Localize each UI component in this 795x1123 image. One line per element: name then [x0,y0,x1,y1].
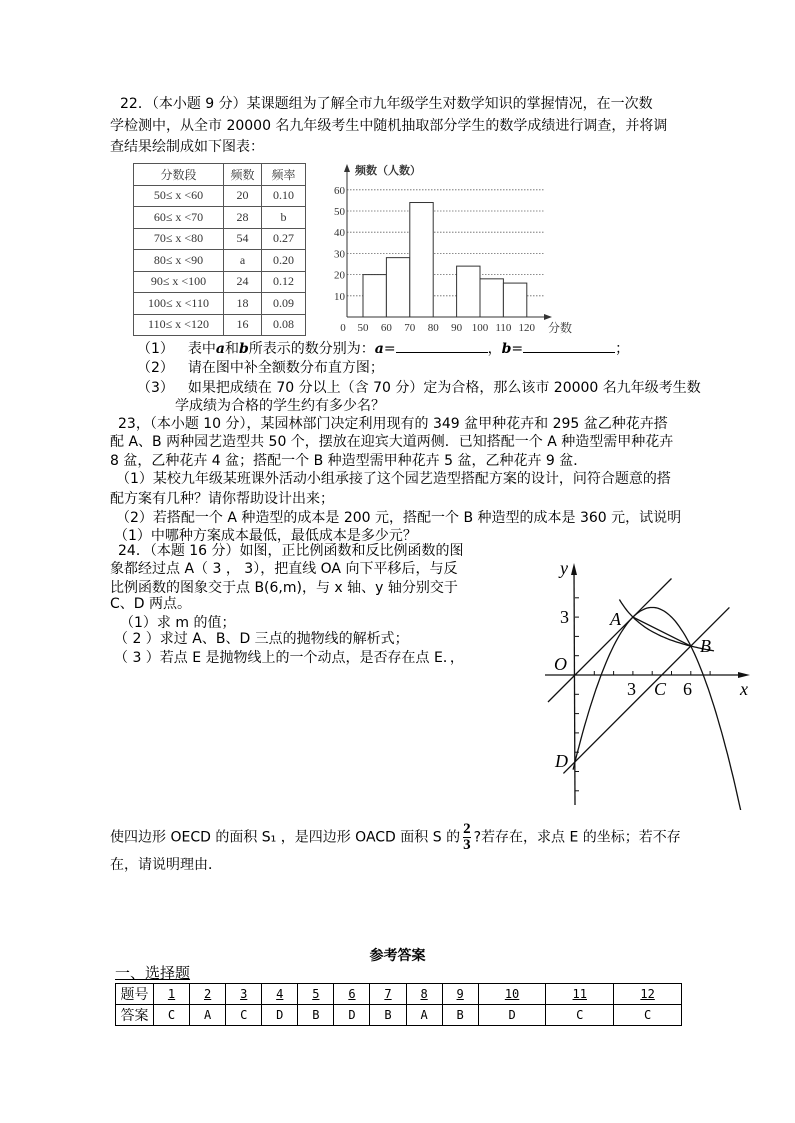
table-header: 分数段 [134,164,224,186]
parabola [573,608,743,811]
y-tick-label: 10 [334,290,345,303]
table-row [134,228,306,250]
question-number: 7 [370,984,406,1005]
denominator: 3 [463,837,471,853]
question-number: 2 [190,984,226,1005]
q24-line-1: 24．（本题 16 分）如图，正比例函数和反比例函数的图 [118,543,464,559]
table-cell: 0.08 [262,314,306,336]
table-row [134,314,306,336]
q23-line-4: （1）某校九年级某班课外活动小组承接了这个园艺造型搭配方案的设计，问符合题意的搭 [116,471,671,487]
answer-choice: C [614,1005,682,1026]
text: 请在图中补全额数分布直方图； [187,360,384,376]
histogram-bar [480,279,503,317]
label-y: y [560,558,568,578]
question-number: 11 [546,984,614,1005]
histogram-bar [457,266,480,317]
text: 所表示的数分别为： [248,341,375,357]
answer-choice: B [370,1005,406,1026]
answer-choice: C [226,1005,262,1026]
table-header-row [134,164,306,186]
table-row [134,185,306,207]
answer-choice: D [262,1005,298,1026]
question-number: 9 [442,984,478,1005]
label-A: A [610,609,621,629]
label-C: C [654,679,667,699]
x-tick-label: 90 [451,322,463,334]
answers-title: 参考答案 [369,948,426,964]
table-header: 频数 [224,164,262,186]
table-cell: 80≤ x <90 [134,250,224,272]
question-number: 1 [154,984,190,1005]
answer-choice: B [442,1005,478,1026]
q23-line-7: （1）中哪种方案成本最低，最低成本是多少元？ [114,528,417,544]
x-tick-label: 120 [518,322,536,334]
table-cell: 28 [224,207,262,229]
table-cell: 110≤ x <120 [134,314,224,336]
histogram-bar [410,203,433,317]
var-b: b [239,341,249,357]
table-row [134,250,306,272]
label-x: x [740,679,748,699]
table-cell: 0.12 [262,271,306,293]
y-tick-label: 30 [334,248,345,261]
text: 和 [225,341,239,357]
x-tick-label: 100 [471,322,489,334]
answer-choice: D [478,1005,546,1026]
q24-cont-line-1 [110,822,681,853]
q24-line-3: 比例函数的图象交于点 B(6,m)，与 x 轴、y 轴分别交于 [110,580,458,596]
q22-line-1: 22．（本小题 9 分）某课题组为了解全市九年级学生对数学知识的掌握情况，在一次数 [120,96,653,112]
q22-sub-3 [137,378,701,398]
question-number-row [116,984,682,1005]
text: 使四边形 OECD 的面积 S₁ ，是四边形 OACD 面积 S 的 [110,829,461,846]
table-cell: 50≤ x <60 [134,185,224,207]
q22-line-3: 查结果绘制成如下图表： [110,139,264,155]
answer-table [115,983,682,1026]
table-cell: a [224,250,262,272]
y-tick-label: 50 [334,206,345,218]
text: ?若存在，求点 E 的坐标；若不存 [473,829,681,846]
q24-line-7: （ 3 ）若点 E 是抛物线上的一个动点，是否存在点 E．， [114,650,464,666]
q22-sub-3-cont: 学成绩为合格的学生约有多少名？ [175,398,385,414]
q23-line-2: 配 A、B 两种园艺造型共 50 个，摆放在迎宾大道两侧．已知搭配一个 A 种造型需甲种花卉 [110,434,674,450]
question-number: 4 [262,984,298,1005]
answer-choice: A [406,1005,442,1026]
q24-line-6: （ 2 ）求过 A、B、D 三点的抛物线的解析式； [114,631,409,647]
equals: = [383,341,396,357]
sub-number: （1） [137,341,174,357]
q23-line-3: 8 盆，乙种花卉 4 盆；搭配一个 B 种造型需甲种花卉 5 盆，乙种花卉 9 盆． [110,453,588,469]
row-header: 答案 [116,1005,154,1026]
function-graph-figure [540,555,760,810]
var-b: b [501,341,512,357]
table-cell: 54 [224,228,262,250]
table-cell: 24 [224,271,262,293]
table-cell: b [262,207,306,229]
histogram [330,160,580,335]
answer-blank-a[interactable] [396,338,488,353]
text: 表中 [187,341,216,357]
q24-cont-line-2: 在，请说明理由． [110,857,222,873]
comma: ， [487,341,502,357]
table-cell: 20 [224,185,262,207]
x-tick-label: 50 [357,322,369,334]
answer-blank-b[interactable] [523,338,615,353]
q23-line-5: 配方案有几种？请你帮助设计出来； [110,491,334,507]
var-a: a [215,341,225,357]
table-row [134,207,306,229]
table-row [134,293,306,315]
numerator: 2 [463,821,471,837]
question-number: 5 [298,984,334,1005]
x-axis-arrow [738,672,750,678]
x-tick-label: 60 [380,322,392,334]
table-cell: 16 [224,314,262,336]
table-cell: 100≤ x <110 [134,293,224,315]
section-heading: 一、选择题 [115,964,191,982]
y-tick-label: 60 [334,184,345,197]
q24-line-4: C、D 两点。 [110,596,192,612]
table-cell: 0.20 [262,250,306,272]
x-axis-title: 分数 [548,321,573,335]
table-row [134,271,306,293]
histogram-bar [386,258,409,317]
q24-line-2: 象都经过点 A（ 3 ， 3），把直线 OA 向下平移后，与反 [110,561,458,577]
answer-choice: B [298,1005,334,1026]
histogram-bar [503,283,526,317]
y-axis-arrow [344,164,350,172]
x-tick-label: 70 [404,322,416,334]
table-cell: 0.10 [262,185,306,207]
text: 如果把成绩在 70 分以上（含 70 分）定为合格，那么该市 20000 名九年级考生数 [187,380,701,396]
q23-line-1: 23，（本小题 10 分），某园林部门决定利用现有的 349 盆甲种花卉和 295 盆乙种花卉搭 [118,416,668,432]
q23-line-6: （2）若搭配一个 A 种造型的成本是 200 元，搭配一个 B 种造型的成本是 360 元，试说明 [116,510,682,526]
table-cell: 0.27 [262,228,306,250]
q22-sub-2 [137,358,384,378]
table-cell: 0.09 [262,293,306,315]
equals: = [511,341,524,357]
question-number: 3 [226,984,262,1005]
semicolon: ； [615,341,630,357]
table-header: 频率 [262,164,306,186]
histogram-bar [363,275,386,317]
y-tick-label: 20 [334,269,345,282]
x-axis-arrow [544,314,552,320]
q22-sub-1 [137,338,629,359]
sub-number: （2） [137,360,174,376]
answer-choice: C [546,1005,614,1026]
answer-row [116,1005,682,1026]
fraction-two-thirds [463,822,471,853]
x-tick-label: 110 [495,322,512,334]
y-tick-label: 40 [334,227,345,240]
label-O: O [554,654,567,674]
answer-choice: C [154,1005,190,1026]
tick-label-6-x: 6 [683,679,692,699]
x-tick-label: 0 [340,322,346,334]
question-number: 12 [614,984,682,1005]
q24-line-5: （1）求 m 的值； [120,615,236,631]
sub-number: （3） [137,380,174,396]
question-number: 10 [478,984,546,1005]
row-header: 题号 [116,984,154,1005]
y-axis-arrow [571,563,577,575]
q22-line-2: 学检测中，从全市 20000 名九年级考生中随机抽取部分学生的数学成绩进行调查，并将调 [110,118,668,134]
table-cell: 60≤ x <70 [134,207,224,229]
tick-label-3-y: 3 [560,607,569,627]
var-a: a [374,341,384,357]
question-number: 8 [406,984,442,1005]
label-B: B [700,636,711,656]
frequency-table [133,163,306,336]
y-axis [574,567,575,805]
tick-label-3-x: 3 [627,679,636,699]
y-axis-title: 频数（人数） [355,164,421,177]
label-D: D [555,751,568,771]
answer-choice: A [190,1005,226,1026]
line-BCD [563,607,729,773]
table-cell: 70≤ x <80 [134,228,224,250]
x-tick-label: 80 [427,322,439,334]
question-number: 6 [334,984,370,1005]
answer-choice: D [334,1005,370,1026]
table-cell: 18 [224,293,262,315]
table-cell: 90≤ x <100 [134,271,224,293]
